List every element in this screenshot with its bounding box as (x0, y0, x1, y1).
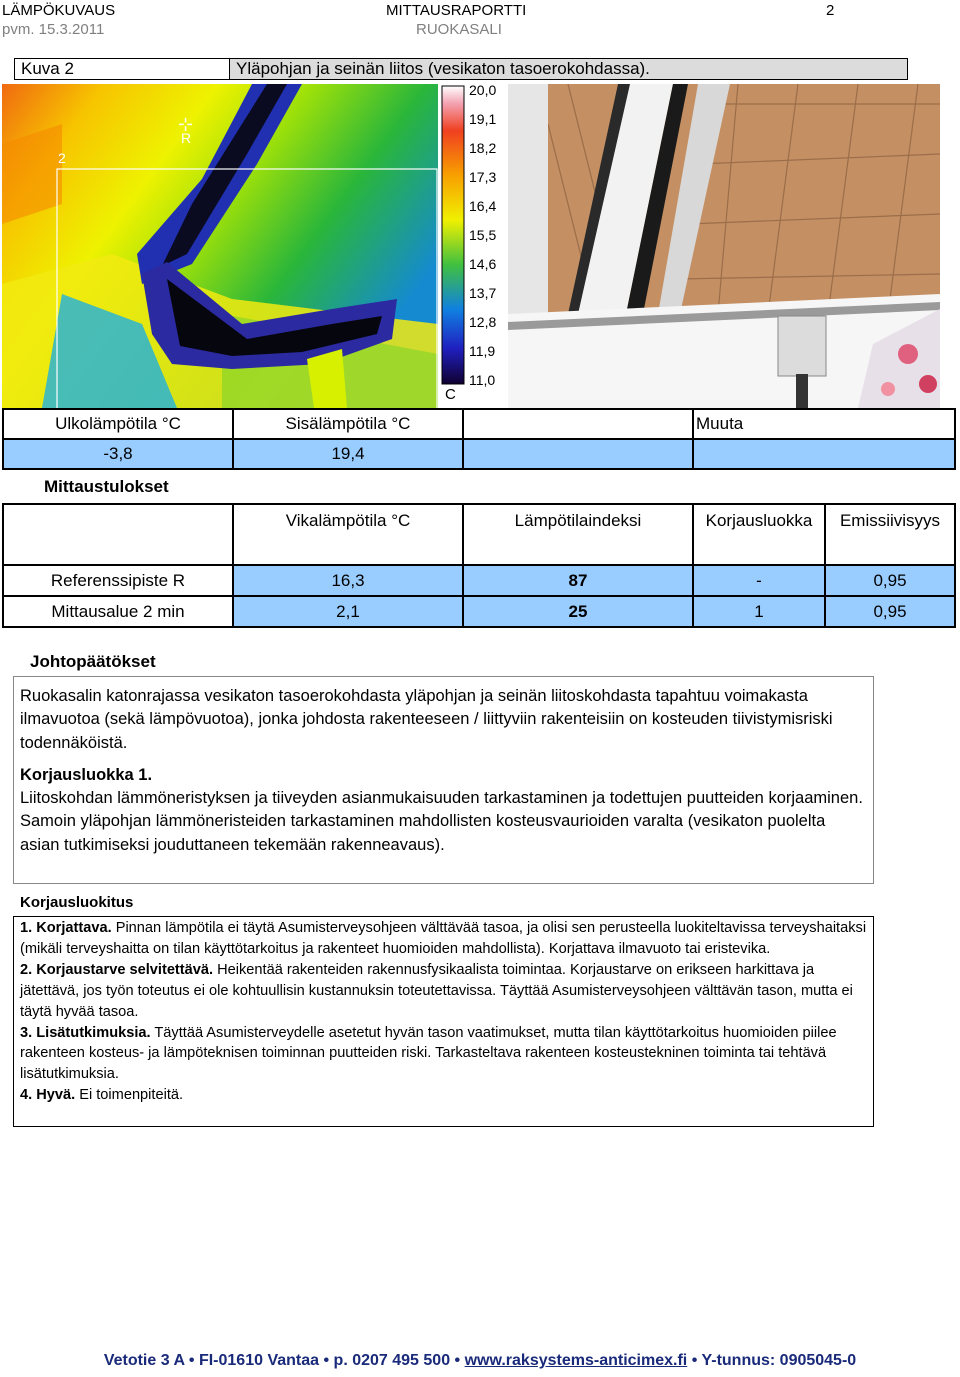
conclusions-class-text: Liitoskohdan lämmöneristyksen ja tiiveyden asianmukaisuuden tarkastaminen ja todettujen puutteiden korjaaminen. Samoin yläpohjan lämmöneristeiden tarkastaminen mahdollisten kosteusvaurioiden varalta (vesikaton puolelta asian tutkimiseksi jouduttaneen tekemään rakenneavaus). (20, 789, 863, 854)
scale-tick-label: 13,7 (469, 285, 497, 301)
class-4-heading: 4. Hyvä. (20, 1087, 76, 1104)
reference-point-marker: R (181, 130, 192, 146)
page-number: 2 (826, 2, 835, 19)
footer-separator: • (323, 1352, 330, 1369)
report-date: pvm. 15.3.2011 (2, 21, 105, 38)
footer-phone: p. 0207 495 500 (333, 1352, 451, 1369)
table-row (3, 596, 955, 627)
figure-label: Kuva 2 (15, 59, 230, 79)
temperature-scale (438, 84, 508, 408)
crosshair-icon: ⊹ (178, 114, 194, 134)
list-item (20, 918, 867, 960)
scale-tick-label: 11,9 (469, 343, 496, 359)
indoor-temp-value: 19,4 (233, 439, 463, 469)
class-4-text: Ei toimenpiteitä. (75, 1087, 184, 1104)
thermal-image (2, 84, 438, 408)
footer-business-id: Y-tunnus: 0905045-0 (701, 1352, 857, 1369)
emissivity-header: Emissiivisyys (825, 504, 955, 565)
list-item (20, 1085, 867, 1106)
figure-caption: Yläpohjan ja seinän liitos (vesikaton tasoerokohdassa). (230, 59, 907, 79)
scale-tick-label: 17,3 (469, 169, 497, 185)
conclusions-text: Ruokasalin katonrajassa vesikaton tasoerokohdasta yläpohjan ja seinän liitoskohdasta tapahtuu voimakasta ilmavuotoa (sekä lämpövuotoa), jonka johdosta rakenteeseen / liittyviin rakenteisiin on kosteuden tiivistymisriski todennäköistä. (20, 687, 833, 752)
measurement-area-marker: 2 (58, 150, 66, 166)
class-1-heading: 1. Korjattava. (20, 920, 112, 936)
color-scale-bar (438, 84, 508, 408)
scale-tick-label: 15,5 (469, 227, 497, 243)
ceiling-photo (508, 84, 940, 408)
conclusions-class-heading: Korjausluokka 1. (20, 765, 153, 784)
class-1-text: Pinnan lämpötila ei täytä Asumisterveysohjeen välttävää tasoa, ja olisi sen perusteella luokiteltavissa terveyshaitaksi (mikäli terveyshaitta on tilan käyttötarkoitus ja rakenteet huomioiden mahdollista). Korjattava ilmavuoto tai eristevika. (20, 920, 867, 957)
conditions-table (2, 408, 956, 470)
row-temp: 16,3 (233, 565, 463, 596)
class-2-text: Heikentää rakenteiden rakennusfysikaalista toimintaa. Korjaustarve on erikseen harkittava ja jätettävä, jos työn toteutus ei ole kohtuullisin kustannuksin toteutettavissa. Täyttää Asumisterveysohjeen välttävän tason, mutta ei täytä hyvää tasoa. (20, 961, 853, 1020)
conditions-empty-cell (463, 409, 693, 439)
scale-tick-label: 20,0 (469, 82, 497, 98)
conclusions-title: Johtopäätökset (30, 652, 156, 671)
thermal-image-graphic (2, 84, 438, 408)
ceiling-photo-graphic (508, 84, 940, 408)
class-3-heading: 3. Lisätutkimuksia. (20, 1024, 151, 1041)
report-title: MITTAUSRAPORTTI (386, 2, 527, 19)
row-temp: 2,1 (233, 596, 463, 627)
scale-tick-label: 19,1 (469, 111, 497, 127)
indoor-temp-header: Sisälämpötila °C (233, 409, 463, 439)
list-item (20, 1023, 867, 1086)
outdoor-temp-header: Ulkolämpötila °C (3, 409, 233, 439)
other-header: Muuta (693, 409, 955, 439)
scale-unit: C (445, 386, 456, 403)
list-item (20, 960, 867, 1023)
footer-separator: • (691, 1352, 698, 1369)
room-name: RUOKASALI (416, 21, 502, 38)
defect-temp-header: Vikalämpötila °C (233, 504, 463, 565)
footer (0, 1352, 960, 1370)
row-emissivity: 0,95 (825, 596, 955, 627)
temp-index-header: Lämpötilaindeksi (463, 504, 693, 565)
scale-tick-label: 12,8 (469, 314, 497, 330)
results-table (2, 503, 956, 628)
row-index: 87 (463, 565, 693, 596)
report-type: LÄMPÖKUVAUS (2, 2, 116, 19)
row-index: 25 (463, 596, 693, 627)
footer-address: Vetotie 3 A (103, 1352, 185, 1369)
results-corner-cell (3, 504, 233, 565)
scale-tick-label: 16,4 (469, 198, 497, 214)
row-label: Referenssipiste R (3, 565, 233, 596)
other-value (693, 439, 955, 469)
conditions-empty-value (463, 439, 693, 469)
classification-box (13, 916, 874, 1127)
figure-caption-bar (14, 58, 908, 80)
footer-separator: • (188, 1352, 195, 1369)
outdoor-temp-value: -3,8 (3, 439, 233, 469)
table-row (3, 565, 955, 596)
scale-tick-label: 14,6 (469, 256, 497, 272)
row-class: 1 (693, 596, 825, 627)
class-3-text: Täyttää Asumisterveydelle asetetut hyvän tason vaatimukset, mutta tilan käyttötarkoitus huomioiden piilee rakenteen kosteus- ja lämpöteknisen toiminnan puutteiden riski. Tarkasteltava rakenteen kosteustekninen toiminta tai tehtävä lisätutkimuksia. (20, 1024, 837, 1083)
row-label: Mittausalue 2 min (3, 596, 233, 627)
scale-tick-label: 11,0 (469, 372, 496, 388)
results-title: Mittaustulokset (44, 477, 169, 496)
class-2-heading: 2. Korjaustarve selvitettävä. (20, 961, 214, 978)
footer-separator: • (454, 1352, 461, 1369)
footer-website-link[interactable]: www.raksystems-anticimex.fi (464, 1352, 688, 1369)
row-emissivity: 0,95 (825, 565, 955, 596)
repair-class-header: Korjausluokka (693, 504, 825, 565)
classification-title: Korjausluokitus (20, 894, 134, 911)
scale-tick-label: 18,2 (469, 140, 497, 156)
conclusions-box (13, 676, 874, 884)
row-class: - (693, 565, 825, 596)
footer-postal: FI-01610 Vantaa (198, 1352, 320, 1369)
